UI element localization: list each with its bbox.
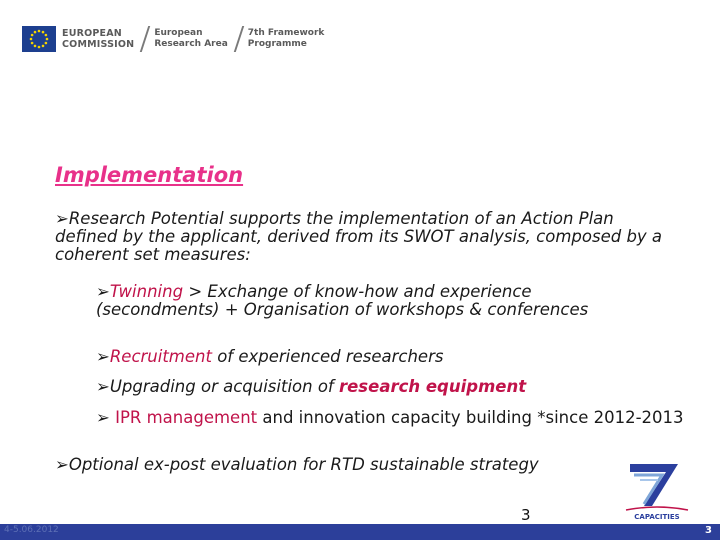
header: [22, 22, 324, 56]
framework-programme-label: 7th Framework Programme: [247, 28, 325, 49]
arrow-bullet-icon: ➢: [96, 347, 110, 366]
header-separator: [232, 26, 246, 52]
research-area-label: European Research Area: [154, 28, 228, 49]
bullet-upgrading: ➢Upgrading or acquisition of research equipment: [96, 377, 527, 396]
org-name: EUROPEAN COMMISSION: [62, 28, 135, 50]
logo-label: CAPACITIES: [634, 513, 680, 521]
header-separator: [138, 26, 152, 52]
bullet-ipr: ➢ IPR management and innovation capacity building *since 2012-2013: [96, 408, 684, 427]
slide-title: Implementation: [55, 163, 244, 187]
arrow-bullet-icon: ➢: [96, 282, 110, 301]
footer-page-number: 3: [705, 525, 712, 536]
bullet-twinning: ➢Twinning > Exchange of know-how and experience (secondments) + Organisation of workshops & conferences: [96, 282, 589, 319]
arrow-bullet-icon: ➢: [55, 209, 69, 228]
optional-evaluation: ➢Optional ex-post evaluation for RTD sustainable strategy: [55, 455, 539, 474]
footer-bar: [0, 524, 720, 540]
eu-flag-icon: [22, 26, 56, 52]
arrow-bullet-icon: ➢: [96, 377, 110, 396]
footer-date: 4-5.06.2012: [4, 525, 59, 535]
capacities-logo: [622, 460, 692, 522]
arrow-bullet-icon: ➢: [96, 408, 110, 427]
intro-paragraph: ➢Research Potential supports the implementation of an Action Plan defined by the applicant, derived from its SWOT analysis, composed by a coherent set measures:: [55, 209, 663, 264]
arrow-bullet-icon: ➢: [55, 455, 69, 474]
bullet-recruitment: ➢Recruitment of experienced researchers: [96, 347, 444, 366]
page-number: 3: [521, 506, 531, 524]
